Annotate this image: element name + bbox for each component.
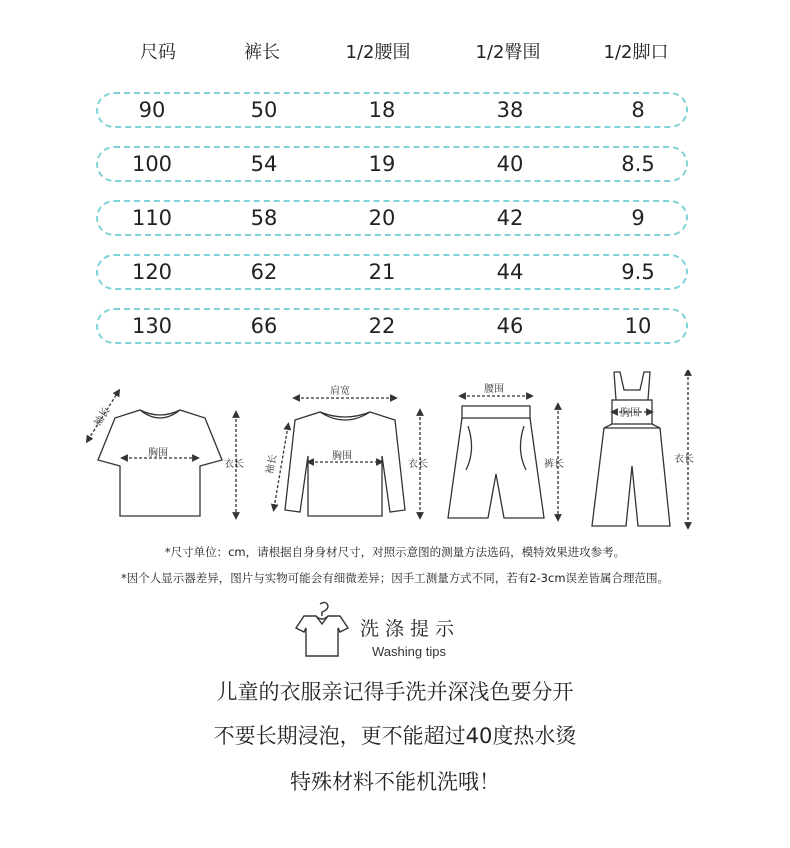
washing-line-2: 不要长期浸泡，更不能超过40度热水烫 [213, 724, 577, 748]
overalls-diagram [592, 372, 688, 526]
header-pants-length: 裤长 [244, 42, 280, 63]
washing-tips-header [290, 600, 510, 660]
shorts-diagram [448, 396, 558, 518]
cell-half-leg-opening: 8 [631, 98, 645, 122]
cell-half-hip: 46 [496, 314, 524, 338]
table-row [96, 308, 688, 344]
cell-half-leg-opening: 8.5 [621, 152, 655, 176]
measurement-diagrams [0, 370, 790, 530]
cell-size: 130 [131, 314, 173, 338]
cell-half-waist: 18 [368, 98, 396, 122]
washing-line-3: 特殊材料不能机洗哦！ [290, 770, 500, 794]
table-row [96, 254, 688, 290]
cell-half-waist: 21 [368, 260, 396, 284]
header-half-leg-opening: 1/2脚口 [603, 42, 669, 63]
overalls-length-label: 衣长 [674, 454, 694, 465]
cell-half-waist: 20 [368, 206, 396, 230]
cell-pants-length: 62 [250, 260, 278, 284]
cell-half-waist: 19 [368, 152, 396, 176]
longsleeve-sleeve-label: 袖长 [264, 453, 280, 476]
size-note-2: *因个人显示器差异，图片与实物可能会有细微差异；因手工测量方式不同，若有2-3cm误差皆属合理范围。 [120, 571, 670, 585]
washing-line-1: 儿童的衣服亲记得手洗并深浅色要分开 [216, 680, 574, 704]
shirt-hanger-icon [290, 600, 354, 660]
cell-pants-length: 50 [250, 98, 278, 122]
cell-half-hip: 42 [496, 206, 524, 230]
tshirt-sleeve-label: 袖长 [92, 405, 113, 429]
longsleeve-length-label: 衣长 [408, 459, 428, 470]
overalls-chest-label: 胸围 [620, 408, 640, 419]
cell-size: 100 [131, 152, 173, 176]
table-row [96, 146, 688, 182]
cell-half-leg-opening: 10 [624, 314, 652, 338]
table-row [96, 92, 688, 128]
header-half-waist: 1/2腰围 [345, 42, 411, 63]
longsleeve-chest-label: 胸围 [332, 451, 352, 462]
washing-tips-title: 洗涤提示 [360, 618, 461, 640]
cell-pants-length: 58 [250, 206, 278, 230]
header-half-hip: 1/2臀围 [475, 42, 541, 63]
header-size: 尺码 [140, 42, 176, 63]
cell-half-hip: 38 [496, 98, 524, 122]
cell-size: 120 [131, 260, 173, 284]
cell-half-leg-opening: 9.5 [621, 260, 655, 284]
cell-half-waist: 22 [368, 314, 396, 338]
longsleeve-shoulder-label: 肩宽 [330, 386, 350, 397]
washing-tips-subtitle: Washing tips [372, 644, 446, 659]
size-table-header [0, 38, 790, 68]
cell-pants-length: 54 [250, 152, 278, 176]
cell-size: 90 [138, 98, 166, 122]
tshirt-chest-label: 胸围 [148, 448, 168, 459]
table-row [96, 200, 688, 236]
tshirt-length-label: 衣长 [224, 459, 244, 470]
shorts-length-label: 裤长 [544, 459, 564, 470]
cell-pants-length: 66 [250, 314, 278, 338]
size-note-1: *尺寸单位：cm，请根据自身身材尺寸，对照示意图的测量方法选码，模特效果进攻参考。 [164, 545, 626, 559]
cell-half-hip: 40 [496, 152, 524, 176]
shorts-waist-label: 腰围 [484, 384, 504, 395]
cell-half-leg-opening: 9 [631, 206, 645, 230]
cell-half-hip: 44 [496, 260, 524, 284]
cell-size: 110 [131, 206, 173, 230]
